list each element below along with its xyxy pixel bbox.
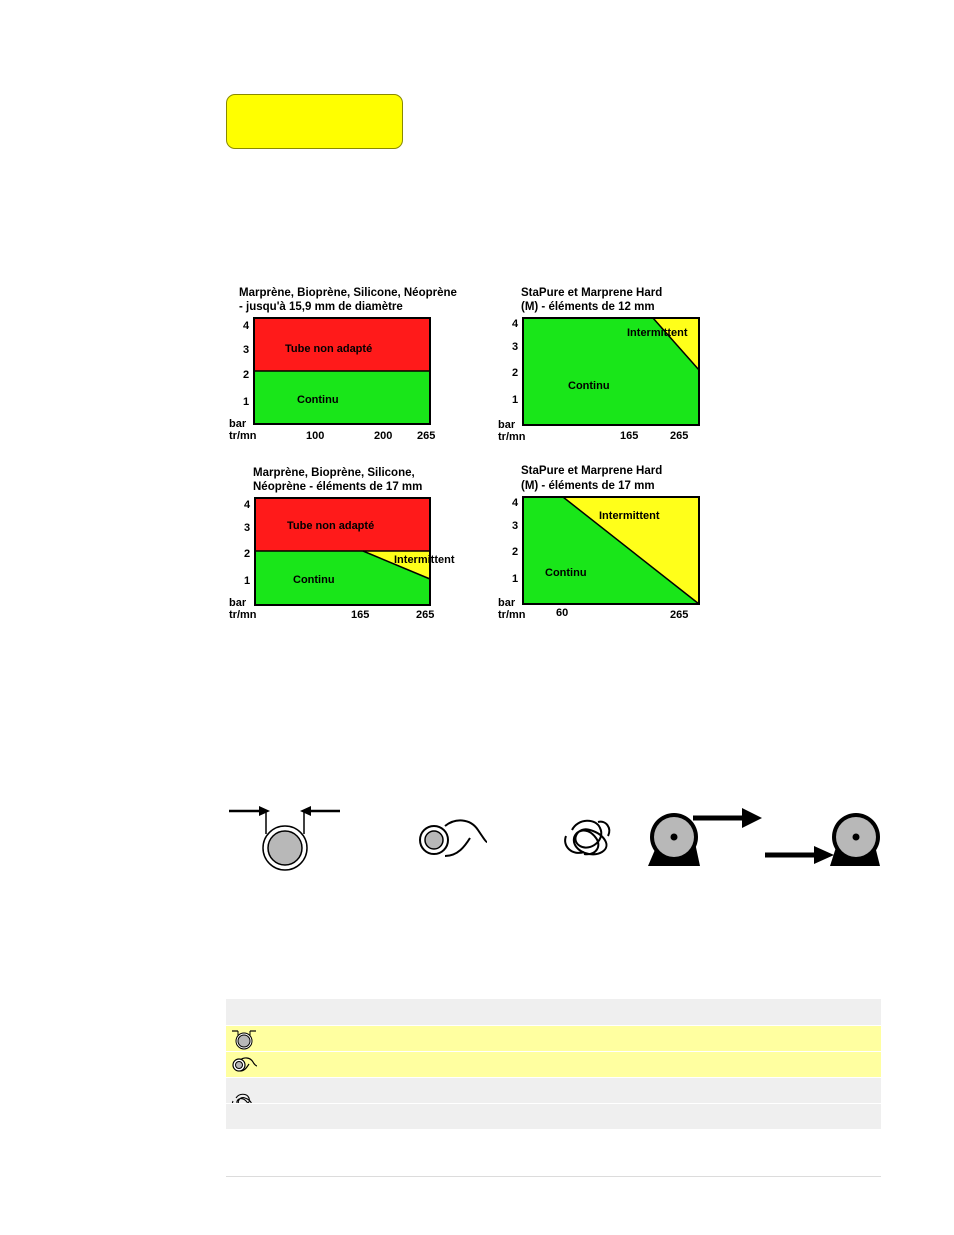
- chart-3-x-unit: tr/mn: [229, 609, 257, 621]
- chart-4-title-line1: StaPure et Marprene Hard: [521, 465, 663, 477]
- chart-1-title-line1: Marprène, Bioprène, Silicone, Néoprène: [239, 287, 457, 299]
- pump-head-icon: [830, 813, 880, 866]
- bottom-divider: [226, 1176, 881, 1177]
- chart-2-x-unit: tr/mn: [498, 431, 526, 443]
- chart-3-y-unit: bar: [229, 597, 247, 609]
- chart-4-x-tick-265: 265: [670, 609, 689, 621]
- chart-2-x-tick-265: 265: [670, 430, 689, 442]
- chart-4-x-tick-60: 60: [556, 607, 569, 619]
- chart-1-x-tick-265: 265: [417, 430, 436, 442]
- tube-selection-table: [226, 999, 881, 1129]
- chart-1-y-tick-2: 2: [243, 369, 250, 381]
- chart-4-y-tick-3: 3: [512, 520, 519, 532]
- chart-2-title-line1: StaPure et Marprene Hard: [521, 287, 663, 299]
- chart-4-y-tick-4: 4: [512, 497, 519, 509]
- short-arrow-icon: [765, 846, 834, 864]
- chart-3-zone-label-continuous: Continu: [293, 574, 335, 586]
- chart-2-zone-label-continuous: Continu: [568, 380, 610, 392]
- chart-3-y-tick-2: 2: [244, 548, 251, 560]
- tube-compression-icon: [230, 1026, 258, 1052]
- chart-2-y-tick-2: 2: [512, 367, 519, 379]
- tube-compression-icon: [229, 806, 340, 870]
- chart-3-y-tick-4: 4: [244, 499, 251, 511]
- chart-3-y-tick-3: 3: [244, 522, 251, 534]
- chart-1-x-unit: tr/mn: [229, 430, 257, 442]
- chart-3-title-line2: Néoprène - éléments de 17 mm: [253, 481, 423, 493]
- chart-2-y-unit: bar: [498, 419, 516, 431]
- chart-1-x-tick-200: 200: [374, 430, 393, 442]
- chart-3-zone-label-unsuitable: Tube non adapté: [287, 520, 375, 532]
- table-row: [226, 1025, 881, 1051]
- tube-kink-icon: [420, 820, 487, 856]
- chart-1-zone-label-continuous: Continu: [297, 394, 339, 406]
- chart-1-y-tick-4: 4: [243, 320, 250, 332]
- chart-4-title-line2: (M) - éléments de 17 mm: [521, 480, 655, 492]
- tube-tangle-icon: [565, 821, 609, 855]
- chart-4-y-unit: bar: [498, 597, 516, 609]
- chart-3-x-tick-265: 265: [416, 609, 435, 621]
- chart-3-y-tick-1: 1: [244, 575, 251, 587]
- pump-head-icon: [648, 813, 700, 866]
- chart-2-x-tick-165: 165: [620, 430, 639, 442]
- chart-3-title-line1: Marprène, Bioprène, Silicone,: [253, 467, 415, 479]
- table-row: [226, 1051, 881, 1077]
- chart-2-zone-label-intermittent: Intermittent: [627, 327, 688, 339]
- chart-3-zone-label-intermittent: Intermittent: [394, 554, 455, 566]
- chart-1-y-tick-1: 1: [243, 396, 250, 408]
- table-row: [226, 1103, 881, 1129]
- chart-1-zone-label-unsuitable: Tube non adapté: [285, 343, 373, 355]
- long-arrow-icon: [693, 808, 762, 828]
- chart-2-y-tick-1: 1: [512, 394, 519, 406]
- chart-4-zone-label-intermittent: Intermittent: [599, 510, 660, 522]
- chart-1-y-tick-3: 3: [243, 344, 250, 356]
- chart-4-x-unit: tr/mn: [498, 609, 526, 621]
- chart-4-y-tick-1: 1: [512, 573, 519, 585]
- chart-4-y-tick-2: 2: [512, 546, 519, 558]
- chart-1-x-tick-100: 100: [306, 430, 325, 442]
- tube-kink-icon: [230, 1052, 260, 1078]
- chart-1-y-unit: bar: [229, 418, 247, 430]
- table-header-row: [226, 999, 881, 1025]
- table-row: [226, 1077, 881, 1103]
- chart-4-zone-label-continuous: Continu: [545, 567, 587, 579]
- chart-2-y-tick-3: 3: [512, 341, 519, 353]
- chart-2-title-line2: (M) - éléments de 12 mm: [521, 301, 655, 313]
- chart-3-x-tick-165: 165: [351, 609, 370, 621]
- chart-1-title-line2: - jusqu'à 15,9 mm de diamètre: [239, 301, 403, 313]
- chart-2-y-tick-4: 4: [512, 318, 519, 330]
